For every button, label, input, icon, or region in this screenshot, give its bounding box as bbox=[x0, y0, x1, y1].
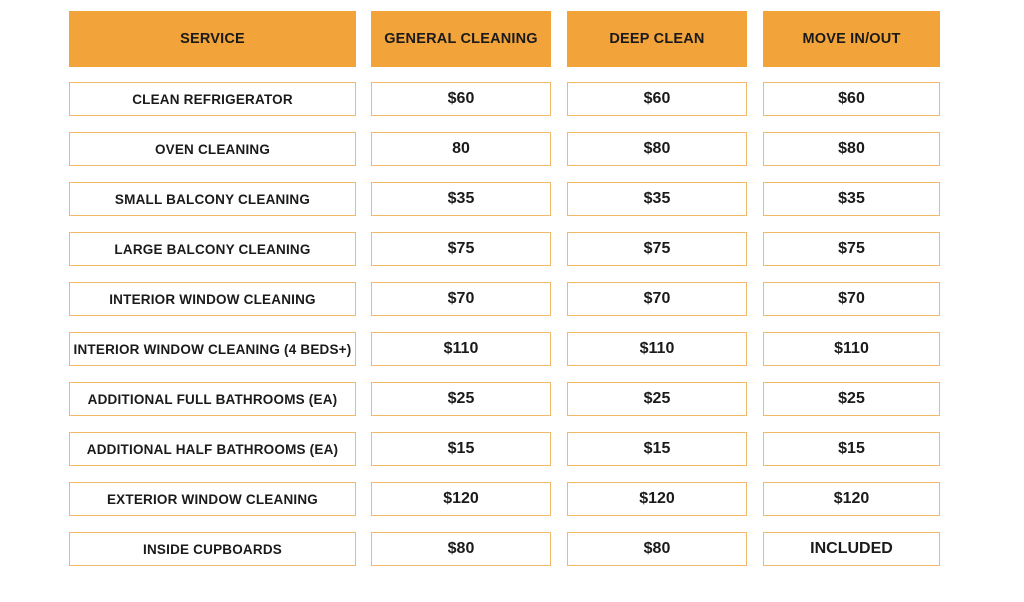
service-cell: SMALL BALCONY CLEANING bbox=[69, 182, 356, 216]
general-cleaning-price: $80 bbox=[371, 532, 551, 566]
service-cell: EXTERIOR WINDOW CLEANING bbox=[69, 482, 356, 516]
service-cell: INTERIOR WINDOW CLEANING (4 BEDS+) bbox=[69, 332, 356, 366]
deep-clean-price: $60 bbox=[567, 82, 747, 116]
general-cleaning-column bbox=[371, 11, 551, 557]
move-in-out-price: $60 bbox=[763, 82, 940, 116]
deep-clean-price: $25 bbox=[567, 382, 747, 416]
general-cleaning-price: $70 bbox=[371, 282, 551, 316]
general-cleaning-price: $120 bbox=[371, 482, 551, 516]
move-in-out-price: $75 bbox=[763, 232, 940, 266]
general-cleaning-price: $15 bbox=[371, 432, 551, 466]
deep-clean-price: $80 bbox=[567, 532, 747, 566]
general-cleaning-price: 80 bbox=[371, 132, 551, 166]
general-cleaning-price: $110 bbox=[371, 332, 551, 366]
header-move-in-out: MOVE IN/OUT bbox=[763, 11, 940, 67]
move-in-out-price: $110 bbox=[763, 332, 940, 366]
service-cell: INTERIOR WINDOW CLEANING bbox=[69, 282, 356, 316]
header-deep-clean: DEEP CLEAN bbox=[567, 11, 747, 67]
general-cleaning-price: $75 bbox=[371, 232, 551, 266]
move-in-out-price: INCLUDED bbox=[763, 532, 940, 566]
move-in-out-column bbox=[763, 11, 940, 557]
deep-clean-price: $75 bbox=[567, 232, 747, 266]
general-cleaning-price: $25 bbox=[371, 382, 551, 416]
general-cleaning-price: $60 bbox=[371, 82, 551, 116]
service-cell: ADDITIONAL FULL BATHROOMS (EA) bbox=[69, 382, 356, 416]
move-in-out-price: $120 bbox=[763, 482, 940, 516]
header-general-cleaning: GENERAL CLEANING bbox=[371, 11, 551, 67]
move-in-out-price: $80 bbox=[763, 132, 940, 166]
move-in-out-price: $15 bbox=[763, 432, 940, 466]
deep-clean-price: $15 bbox=[567, 432, 747, 466]
deep-clean-price: $120 bbox=[567, 482, 747, 516]
service-cell: LARGE BALCONY CLEANING bbox=[69, 232, 356, 266]
move-in-out-price: $35 bbox=[763, 182, 940, 216]
deep-clean-price: $70 bbox=[567, 282, 747, 316]
service-cell: OVEN CLEANING bbox=[69, 132, 356, 166]
move-in-out-price: $25 bbox=[763, 382, 940, 416]
service-column bbox=[69, 11, 356, 557]
header-service: SERVICE bbox=[69, 11, 356, 67]
service-cell: CLEAN REFRIGERATOR bbox=[69, 82, 356, 116]
deep-clean-price: $110 bbox=[567, 332, 747, 366]
service-cell: ADDITIONAL HALF BATHROOMS (EA) bbox=[69, 432, 356, 466]
deep-clean-column bbox=[567, 11, 747, 557]
service-cell: INSIDE CUPBOARDS bbox=[69, 532, 356, 566]
deep-clean-price: $35 bbox=[567, 182, 747, 216]
general-cleaning-price: $35 bbox=[371, 182, 551, 216]
deep-clean-price: $80 bbox=[567, 132, 747, 166]
move-in-out-price: $70 bbox=[763, 282, 940, 316]
